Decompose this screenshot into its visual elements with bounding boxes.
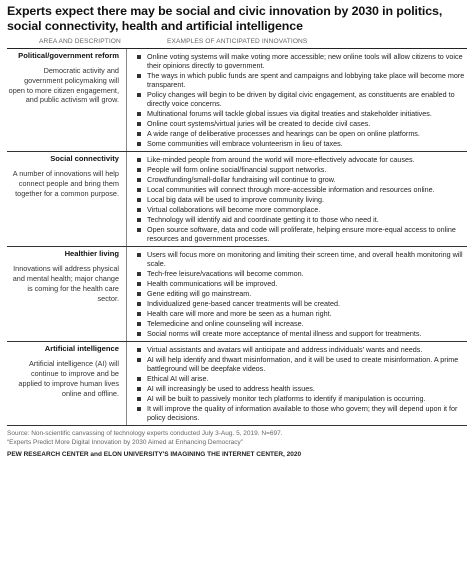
list-item: Like-minded people from around the world will more-effectively advocate for causes. xyxy=(136,155,467,164)
list-item: Some communities will embrace volunteerism in lieu of taxes. xyxy=(136,139,467,148)
section-row xyxy=(7,342,467,426)
list-item: Virtual assistants and avatars will anticipate and address individuals' wants and needs. xyxy=(136,345,467,354)
section-row xyxy=(7,152,467,247)
section-examples xyxy=(127,49,467,151)
list-item: Crowdfunding/small-dollar fundraising will continue to grow. xyxy=(136,175,467,184)
list-item: Tech-free leisure/vacations will become common. xyxy=(136,269,467,278)
list-item: People will form online social/financial support networks. xyxy=(136,165,467,174)
examples-list xyxy=(136,250,467,338)
section-description: Innovations will address physical and mental health; major change is coming for the health care sector. xyxy=(12,264,119,303)
section-title: Political/government reform xyxy=(18,51,119,60)
list-item: AI will increasingly be used to address health issues. xyxy=(136,384,467,393)
section-area xyxy=(7,49,126,151)
list-item: Telemedicine and online counseling will increase. xyxy=(136,319,467,328)
examples-list xyxy=(136,52,467,148)
examples-list xyxy=(136,155,467,243)
list-item: AI will help identify and thwart misinformation, and it will be used to create misinformation. A prime battleground will be deepfake videos. xyxy=(136,355,467,373)
section-description: Democratic activity and government policymaking will open to more citizen engagement, and public activism will grow. xyxy=(8,66,119,105)
list-item: Ethical AI will arise. xyxy=(136,374,467,383)
list-item: AI will be built to passively monitor tech platforms to identify if manipulation is occurring. xyxy=(136,394,467,403)
section-title: Healthier living xyxy=(64,249,119,259)
list-item: Individualized gene-based cancer treatments will be created. xyxy=(136,299,467,308)
section-area xyxy=(7,342,126,425)
list-item: Health communications will be improved. xyxy=(136,279,467,288)
credit-line: PEW RESEARCH CENTER and ELON UNIVERSITY'S IMAGINING THE INTERNET CENTER, 2020 xyxy=(7,451,302,459)
examples-column-header: EXAMPLES OF ANTICIPATED INNOVATIONS xyxy=(167,38,308,45)
list-item: Open source software, data and code will proliferate, helping ensure more-equal access to online resources and government processes. xyxy=(136,225,467,243)
list-item: Local communities will connect through more-accessible information and resources online. xyxy=(136,185,467,194)
page-title: Experts expect there may be social and civic innovation by 2030 in politics, social connectivity, health and artificial intelligence xyxy=(7,4,443,33)
list-item: Local big data will be used to improve community living. xyxy=(136,195,467,204)
column-headers xyxy=(7,38,467,49)
section-area xyxy=(7,152,126,246)
list-item: Virtual collaborations will become more commonplace. xyxy=(136,205,467,214)
examples-list xyxy=(136,345,467,422)
source-note: Source: Non-scientific canvassing of technology experts conducted July 3-Aug. 5, 2019. N=697. xyxy=(7,430,283,438)
section-title: Artificial intelligence xyxy=(44,344,119,354)
list-item: Online voting systems will make voting more accessible; new online tools will allow citizens to voice their opinions directly to government. xyxy=(136,52,467,70)
list-item: A wide range of deliberative processes and hearings can be open on online platforms. xyxy=(136,129,467,138)
section-description: Artificial intelligence (AI) will continue to improve and be applied to improve human lives online and offline. xyxy=(18,359,119,398)
list-item: Online court systems/virtual juries will be created to decide civil cases. xyxy=(136,119,467,128)
list-item: The ways in which public funds are spent and campaigns and lobbying take place will become more transparent. xyxy=(136,71,467,89)
section-row xyxy=(7,247,467,342)
area-column-header: AREA AND DESCRIPTION xyxy=(39,38,121,45)
report-title-note: “Experts Predict More Digital Innovation by 2030 Aimed at Enhancing Democracy” xyxy=(7,439,243,447)
list-item: Policy changes will begin to be driven by digital civic engagement, as constituents are enabled to directly voice concerns. xyxy=(136,90,467,108)
footer xyxy=(7,429,467,459)
section-examples xyxy=(127,152,467,246)
section-row xyxy=(7,49,467,152)
section-area xyxy=(7,247,126,341)
list-item: Users will focus more on monitoring and limiting their screen time, and overall health monitoring will scale. xyxy=(136,250,467,268)
sections-table xyxy=(7,49,467,426)
list-item: Social norms will create more acceptance of mental illness and support for treatments. xyxy=(136,329,467,338)
list-item: Multinational forums will tackle global issues via digital treaties and stakeholder initiatives. xyxy=(136,109,467,118)
list-item: It will improve the quality of information available to those who govern; they will depend upon it for policy decisions. xyxy=(136,404,467,422)
section-title: Social connectivity xyxy=(50,154,119,164)
list-item: Technology will identify aid and coordinate getting it to those who need it. xyxy=(136,215,467,224)
section-examples xyxy=(127,247,467,341)
section-description: A number of innovations will help connect people and bring them together for a common purpose. xyxy=(12,169,119,198)
list-item: Health care will more and more be seen as a human right. xyxy=(136,309,467,318)
list-item: Gene editing will go mainstream. xyxy=(136,289,467,298)
section-examples xyxy=(127,342,467,425)
